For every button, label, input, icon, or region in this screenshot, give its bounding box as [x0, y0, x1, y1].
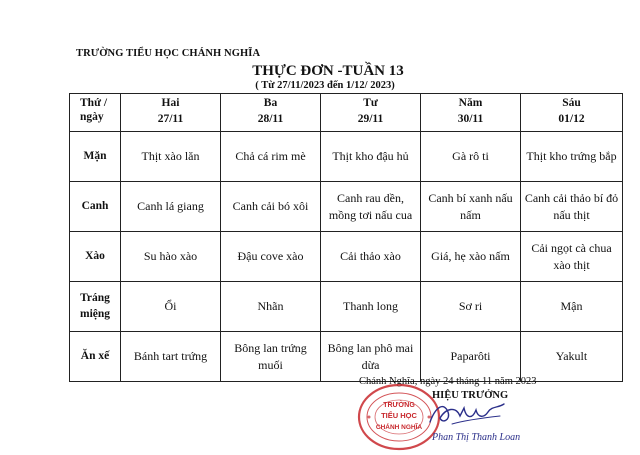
- menu-cell: Đậu cove xào: [221, 232, 321, 282]
- menu-cell: Sơ ri: [421, 282, 521, 332]
- menu-cell: Canh lá giang: [121, 182, 221, 232]
- meal-row-dessert: [70, 282, 623, 332]
- menu-cell: Canh rau dền, mồng tơi nấu cua: [321, 182, 421, 232]
- menu-cell: Thịt kho đậu hủ: [321, 132, 421, 182]
- menu-cell: Nhãn: [221, 282, 321, 332]
- meal-row-canh: [70, 182, 623, 232]
- day-name: Năm: [458, 97, 483, 109]
- header-row: [70, 94, 623, 132]
- corner-header: [70, 94, 121, 132]
- menu-cell: Yakult: [521, 332, 623, 382]
- menu-cell: Giá, hẹ xào nấm: [421, 232, 521, 282]
- day-header-fri: [521, 94, 623, 132]
- day-name: Tư: [363, 97, 378, 109]
- school-name: TRƯỜNG TIỂU HỌC CHÁNH NGHĨA: [76, 48, 261, 59]
- menu-cell: Canh cải bó xôi: [221, 182, 321, 232]
- weekly-menu-table: [69, 93, 623, 382]
- day-name: Sáu: [562, 97, 581, 109]
- menu-cell: Thanh long: [321, 282, 421, 332]
- menu-cell: Thịt xào lăn: [121, 132, 221, 182]
- corner-header-line1: Thứ /: [80, 97, 108, 109]
- row-label: [70, 282, 121, 332]
- day-header-wed: [321, 94, 421, 132]
- menu-date-range: [0, 80, 640, 91]
- menu-cell: Bông lan phô mai dừa: [321, 332, 421, 382]
- row-label: Xào: [70, 232, 121, 282]
- row-label: Ăn xế: [70, 332, 121, 382]
- menu-title: [0, 63, 640, 80]
- meal-row-snack: [70, 332, 623, 382]
- day-date: 30/11: [457, 112, 484, 125]
- day-date: 01/12: [558, 112, 585, 125]
- menu-cell: Bánh tart trứng: [121, 332, 221, 382]
- row-label: Mặn: [70, 132, 121, 182]
- menu-cell: Canh cải thảo bí đỏ nấu thịt: [521, 182, 623, 232]
- meal-row-xao: [70, 232, 623, 282]
- day-date: 28/11: [257, 112, 284, 125]
- day-header-tue: [221, 94, 321, 132]
- row-label-line1: Tráng: [80, 291, 110, 304]
- menu-cell: Bông lan trứng muối: [221, 332, 321, 382]
- stamp-text-mid: TIỂU HỌC: [381, 411, 417, 420]
- meal-row-man: [70, 132, 623, 182]
- menu-cell: Mận: [521, 282, 623, 332]
- day-name: Hai: [161, 97, 180, 109]
- menu-cell: Cải ngọt cà chua xào thịt: [521, 232, 623, 282]
- principal-title: HIỆU TRƯỞNG: [432, 390, 509, 401]
- menu-cell: Thịt kho trứng bắp: [521, 132, 623, 182]
- principal-name: Phan Thị Thanh Loan: [432, 432, 521, 443]
- menu-cell: Gà rô ti: [421, 132, 521, 182]
- stamp-text-top: TRƯỜNG: [383, 402, 415, 409]
- corner-header-line2: ngày: [80, 111, 104, 124]
- menu-cell: Cải thảo xào: [321, 232, 421, 282]
- menu-cell: Su hào xào: [121, 232, 221, 282]
- day-date: 29/11: [357, 112, 384, 125]
- menu-cell: Chả cá rim mè: [221, 132, 321, 182]
- menu-title-text: THỰC ĐƠN -TUẦN 13: [252, 63, 404, 79]
- day-date: 27/11: [157, 112, 184, 125]
- day-name: Ba: [263, 97, 278, 109]
- menu-cell: Canh bí xanh nấu nấm: [421, 182, 521, 232]
- stamp-text-bottom: CHÁNH NGHĨA: [375, 424, 423, 431]
- menu-cell: Ổi: [121, 282, 221, 332]
- row-label: Canh: [70, 182, 121, 232]
- menu-date-range-text: ( Từ 27/11/2023 đến 1/12/ 2023): [255, 80, 395, 91]
- principal-signature: [426, 398, 508, 430]
- row-label-line2: miệng: [79, 307, 111, 320]
- menu-cell: Paparôti: [421, 332, 521, 382]
- signing-date: Chánh Nghĩa, ngày 24 tháng 11 năm 2023: [359, 376, 537, 387]
- day-header-mon: [121, 94, 221, 132]
- day-header-thu: [421, 94, 521, 132]
